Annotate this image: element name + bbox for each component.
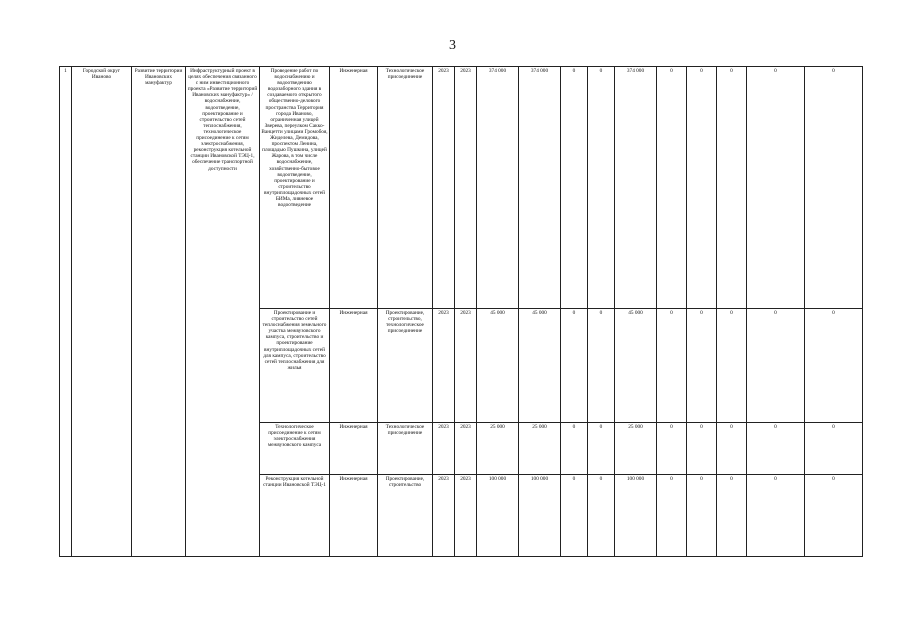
total-cost-cell: 374 000: [477, 67, 519, 309]
value-cell: 0: [687, 309, 717, 423]
value-cell: 45 000: [615, 309, 657, 423]
value-cell: 0: [687, 475, 717, 557]
start-year-cell: 2023: [433, 309, 455, 423]
work-type-cell: Технологическое присоединение: [378, 423, 433, 475]
start-year-cell: 2023: [433, 475, 455, 557]
end-year-cell: 2023: [455, 475, 477, 557]
event-cell: Технологическое присоединение к сетям электроснабжения межвузовского кампуса: [260, 423, 330, 475]
end-year-cell: 2023: [455, 423, 477, 475]
value-cell: 0: [805, 67, 863, 309]
table-row: [60, 67, 863, 309]
start-year-cell: 2023: [433, 423, 455, 475]
sphere-cell: Инженерная: [330, 423, 378, 475]
event-cell: Реконструкция котельной станции Ивановской ТЭЦ-1: [260, 475, 330, 557]
municipality-cell: Городской округ Иваново: [72, 67, 132, 557]
page-number: 3: [449, 38, 456, 53]
value-cell: 0: [561, 309, 588, 423]
sphere-cell: Инженерная: [330, 309, 378, 423]
sphere-cell: Инженерная: [330, 67, 378, 309]
event-cell: Проведение работ по водоснабжению и водоотведению водозаборного здания в создаваемого открытого общественно-делового пространства Территория города Иваново, ограниченная улицей Зверева, переулком Сакко-Ванцетти улицами Громобоя, Жиделева, Демидова, проспектом Ленина, площадью Пушкина, улицей Жарова, в том числе водоснабжение, хозяйственно-бытовое водоотведение, проектирование и строительство внутриплощадочных сетей БИМа, ливневое водоотведение: [260, 67, 330, 309]
value-cell: 0: [687, 423, 717, 475]
value-cell: 25 000: [519, 423, 561, 475]
end-year-cell: 2023: [455, 67, 477, 309]
value-cell: 0: [687, 67, 717, 309]
value-cell: 374 000: [615, 67, 657, 309]
work-type-cell: Технологическое присоединение: [378, 67, 433, 309]
sphere-cell: Инженерная: [330, 475, 378, 557]
value-cell: 0: [561, 423, 588, 475]
value-cell: 0: [657, 67, 687, 309]
value-cell: 25 000: [615, 423, 657, 475]
value-cell: 0: [747, 475, 805, 557]
value-cell: 0: [657, 475, 687, 557]
value-cell: 0: [717, 475, 747, 557]
value-cell: 0: [657, 423, 687, 475]
value-cell: 0: [657, 309, 687, 423]
value-cell: 0: [717, 423, 747, 475]
row-index: 1: [60, 67, 72, 557]
value-cell: 45 000: [519, 309, 561, 423]
value-cell: 0: [588, 475, 615, 557]
value-cell: 100 000: [615, 475, 657, 557]
total-cost-cell: 25 000: [477, 423, 519, 475]
work-type-cell: Проектирование, строительство, технологическое присоединение: [378, 309, 433, 423]
value-cell: 0: [747, 309, 805, 423]
value-cell: 0: [588, 67, 615, 309]
total-cost-cell: 45 000: [477, 309, 519, 423]
value-cell: 0: [561, 475, 588, 557]
value-cell: 374 000: [519, 67, 561, 309]
value-cell: 100 000: [519, 475, 561, 557]
start-year-cell: 2023: [433, 67, 455, 309]
value-cell: 0: [588, 423, 615, 475]
value-cell: 0: [805, 309, 863, 423]
value-cell: 0: [717, 67, 747, 309]
projects-table: [59, 66, 863, 557]
event-cell: Проектирование и строительство сетей теплоснабжения земельного участка межвузовского кампуса, строительство и проектирование внутриплощадочных сетей для кампуса, строительство сетей теплоснабжения для жилья: [260, 309, 330, 423]
value-cell: 0: [805, 475, 863, 557]
total-cost-cell: 100 000: [477, 475, 519, 557]
value-cell: 0: [717, 309, 747, 423]
value-cell: 0: [588, 309, 615, 423]
work-type-cell: Проектирование, строительство: [378, 475, 433, 557]
value-cell: 0: [747, 423, 805, 475]
value-cell: 0: [561, 67, 588, 309]
end-year-cell: 2023: [455, 309, 477, 423]
value-cell: 0: [747, 67, 805, 309]
value-cell: 0: [805, 423, 863, 475]
territory-cell: Развитие территории Ивановских мануфактур: [132, 67, 186, 557]
project-cell: Инфраструктурный проект в целях обеспечения связанного с ним инвестиционного проекта «Развитие территорий Ивановских мануфактур» / водоснабжение, водоотведение, проектирование и строительство сетей теплоснабжения, технологическое присоединение к сетям электроснабжения, реконструкция котельной станции Ивановской ТЭЦ-1, обеспечение транспортной доступности: [186, 67, 260, 557]
